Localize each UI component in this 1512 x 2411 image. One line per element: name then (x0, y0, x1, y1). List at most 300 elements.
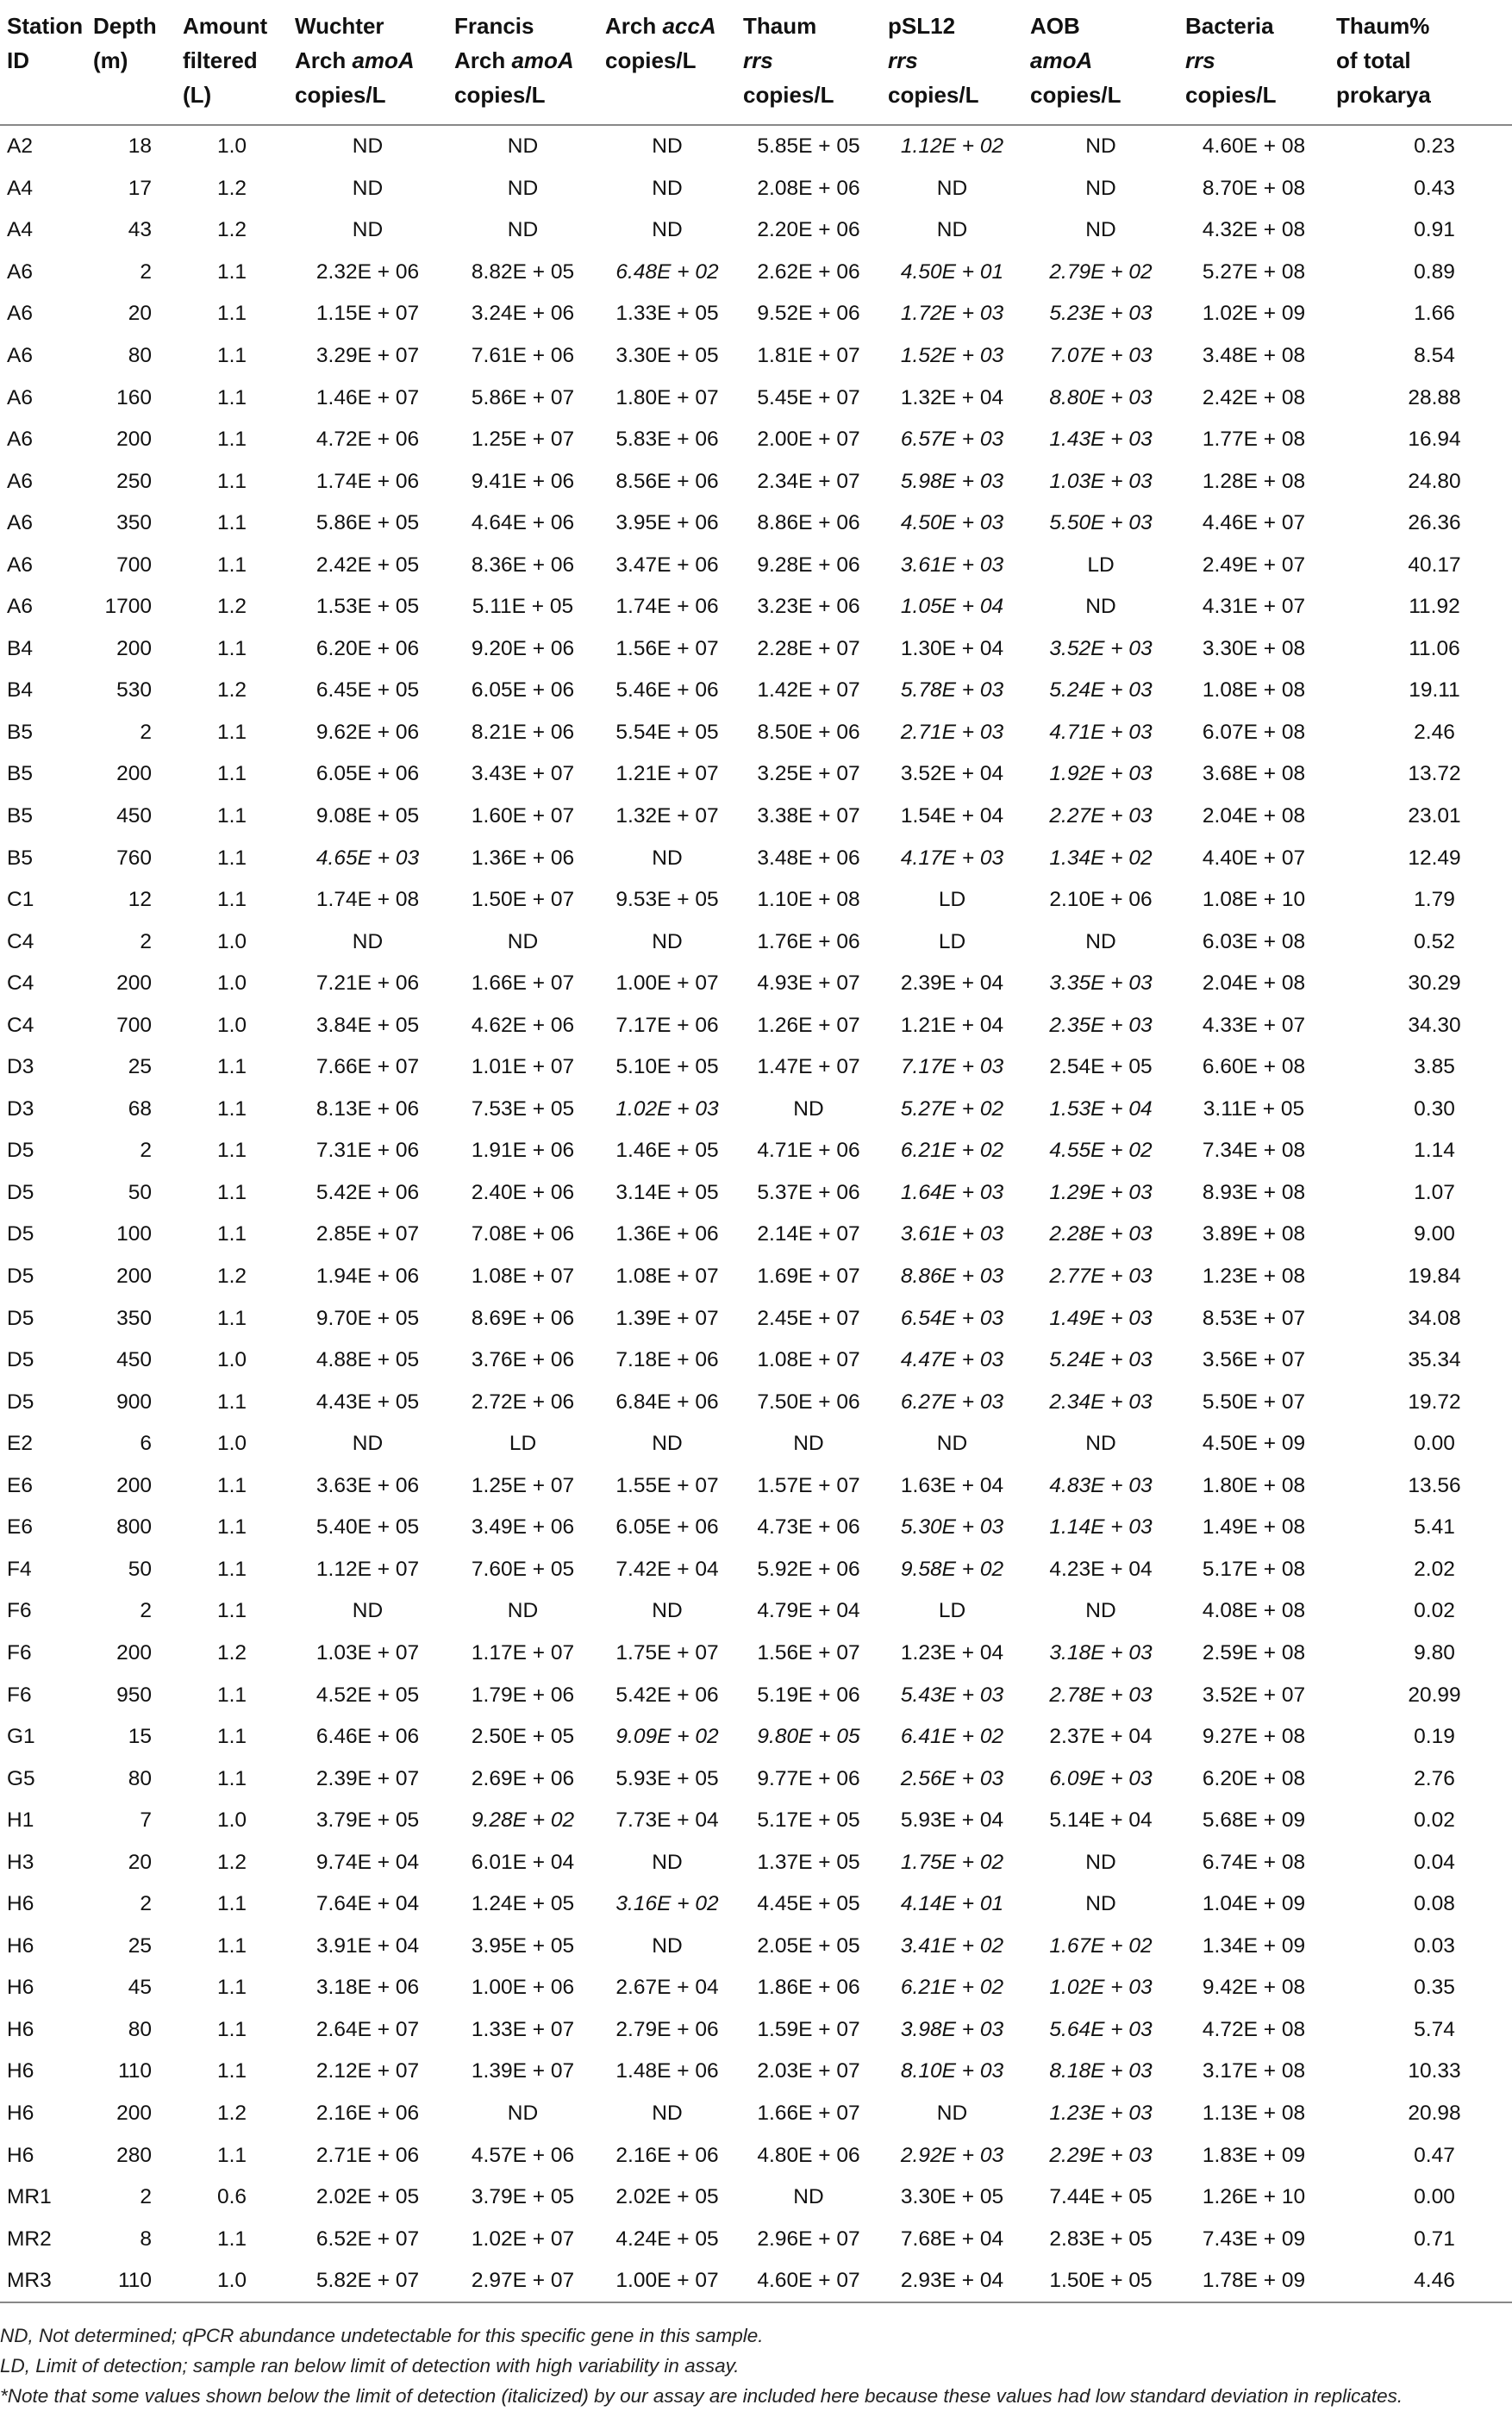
table-row (0, 1256, 1512, 1298)
cell-amount-filtered: 1.1 (216, 1222, 247, 1246)
cell-psl12-rrs: ND (936, 1432, 968, 1456)
cell-francis-amoa: 4.62E + 06 (471, 1013, 575, 1037)
cell-psl12-rrs: 5.98E + 03 (900, 469, 1004, 493)
cell-arch-acca: 7.73E + 04 (615, 1808, 719, 1833)
cell-bacteria-rrs: 2.42E + 08 (1202, 385, 1306, 409)
cell-psl12-rrs: 6.57E + 03 (900, 428, 1004, 452)
cell-station-id: D5 (7, 1390, 34, 1414)
cell-thaum-rrs: 2.03E + 07 (757, 2059, 860, 2083)
cell-thaum-percent: 0.02 (1414, 1599, 1455, 1623)
cell-arch-acca: 6.05E + 06 (615, 1515, 719, 1540)
cell-thaum-rrs: 2.34E + 07 (757, 469, 860, 493)
cell-psl12-rrs: ND (936, 2101, 968, 2125)
cell-station-id: A6 (7, 553, 33, 577)
cell-psl12-rrs: 5.78E + 03 (900, 678, 1004, 703)
cell-aob-amoa: 5.24E + 03 (1049, 1348, 1153, 1372)
cell-aob-amoa: 2.37E + 04 (1049, 1725, 1153, 1749)
cell-amount-filtered: 1.2 (216, 1850, 247, 1874)
cell-thaum-rrs: ND (793, 1096, 824, 1121)
cell-bacteria-rrs: 1.23E + 08 (1202, 1265, 1306, 1289)
cell-amount-filtered: 1.0 (216, 1808, 247, 1833)
cell-aob-amoa: 3.18E + 03 (1049, 1640, 1153, 1665)
cell-station-id: B5 (7, 846, 33, 870)
cell-psl12-rrs: 1.12E + 02 (900, 134, 1004, 159)
cell-thaum-rrs: 4.79E + 04 (757, 1599, 860, 1623)
cell-francis-amoa: ND (507, 134, 539, 159)
cell-station-id: A4 (7, 218, 33, 242)
cell-wuchter-amoa: 5.82E + 07 (288, 2260, 447, 2303)
cell-amount-filtered: 1.2 (216, 2101, 247, 2125)
cell-arch-acca: 5.46E + 06 (615, 678, 719, 703)
cell-amount-filtered: 1.1 (216, 1892, 247, 1916)
cell-psl12-rrs: 2.93E + 04 (881, 2260, 1023, 2303)
cell-aob-amoa: 5.24E + 03 (1049, 678, 1153, 703)
cell-depth: 200 (116, 636, 152, 660)
cell-station-id: H6 (7, 1976, 34, 2000)
cell-aob-amoa: 8.80E + 03 (1049, 385, 1153, 409)
cell-depth: 2 (140, 929, 152, 953)
table-row (0, 2218, 1512, 2260)
cell-thaum-percent: 9.00 (1414, 1222, 1455, 1246)
cell-psl12-rrs: 1.72E + 03 (900, 302, 1004, 326)
table-row (0, 1423, 1512, 1465)
cell-amount-filtered: 1.1 (216, 1390, 247, 1414)
cell-amount-filtered: 1.0 (216, 929, 247, 953)
cell-thaum-rrs: 4.71E + 06 (757, 1139, 860, 1163)
cell-thaum-percent: 0.08 (1414, 1892, 1455, 1916)
table-row (0, 1800, 1512, 1842)
cell-arch-acca: ND (652, 1432, 683, 1456)
cell-wuchter-amoa: 7.31E + 06 (316, 1139, 420, 1163)
cell-depth: 80 (128, 1766, 152, 1790)
cell-francis-amoa: 3.24E + 06 (471, 302, 575, 326)
cell-arch-acca: 5.10E + 05 (615, 1055, 719, 1079)
cell-thaum-rrs: 1.42E + 07 (757, 678, 860, 703)
cell-station-id: D5 (7, 1139, 34, 1163)
cell-aob-amoa: 1.67E + 02 (1049, 1933, 1153, 1958)
cell-station-id: H6 (7, 2101, 34, 2125)
footnote-nd: ND, Not determined; qPCR abundance undetectable for this specific gene in this sample. (0, 2325, 764, 2346)
cell-thaum-rrs: 8.86E + 06 (757, 511, 860, 535)
cell-psl12-rrs: 6.27E + 03 (900, 1390, 1004, 1414)
cell-arch-acca: 2.67E + 04 (615, 1976, 719, 2000)
cell-thaum-percent: 0.00 (1414, 2185, 1455, 2209)
header-station-id: Station ID (0, 0, 86, 125)
cell-arch-acca: 1.00E + 07 (615, 971, 719, 996)
cell-wuchter-amoa: 9.74E + 04 (316, 1850, 420, 1874)
header-thaum-percent: Thaum% of total prokarya (1329, 0, 1512, 125)
table-row (0, 1297, 1512, 1340)
cell-francis-amoa: 4.57E + 06 (471, 2143, 575, 2167)
cell-arch-acca: 6.48E + 02 (615, 259, 719, 284)
cell-amount-filtered: 1.1 (216, 804, 247, 828)
table-row (0, 460, 1512, 503)
cell-psl12-rrs: 1.05E + 04 (900, 595, 1004, 619)
cell-wuchter-amoa: 2.16E + 06 (316, 2101, 420, 2125)
cell-amount-filtered: 1.1 (216, 1055, 247, 1079)
cell-station-id: D5 (7, 1265, 34, 1289)
cell-psl12-rrs: 7.17E + 03 (900, 1055, 1004, 1079)
cell-depth: 110 (86, 2260, 176, 2303)
cell-amount-filtered: 1.1 (216, 1766, 247, 1790)
cell-thaum-percent: 23.01 (1408, 804, 1461, 828)
cell-station-id: B4 (7, 678, 33, 703)
cell-bacteria-rrs: 8.93E + 08 (1202, 1180, 1306, 1204)
cell-wuchter-amoa: 3.79E + 05 (316, 1808, 420, 1833)
cell-wuchter-amoa: 9.62E + 06 (316, 720, 420, 744)
cell-wuchter-amoa: 1.03E + 07 (316, 1640, 420, 1665)
cell-psl12-rrs: 4.50E + 01 (900, 259, 1004, 284)
cell-station-id: H6 (7, 2017, 34, 2041)
cell-thaum-rrs: 1.56E + 07 (757, 1640, 860, 1665)
cell-thaum-percent: 1.79 (1414, 888, 1455, 912)
cell-francis-amoa: ND (507, 929, 539, 953)
cell-thaum-percent: 26.36 (1408, 511, 1461, 535)
cell-aob-amoa: 8.18E + 03 (1049, 2059, 1153, 2083)
cell-amount-filtered: 1.1 (216, 2017, 247, 2041)
cell-station-id: A6 (7, 595, 33, 619)
cell-thaum-rrs: 1.86E + 06 (757, 1976, 860, 2000)
cell-francis-amoa: 7.08E + 06 (471, 1222, 575, 1246)
cell-aob-amoa: 2.29E + 03 (1049, 2143, 1153, 2167)
cell-wuchter-amoa: 2.64E + 07 (316, 2017, 420, 2041)
cell-thaum-rrs: 4.60E + 07 (736, 2260, 881, 2303)
cell-wuchter-amoa: 2.12E + 07 (316, 2059, 420, 2083)
cell-wuchter-amoa: 5.42E + 06 (316, 1180, 420, 1204)
cell-bacteria-rrs: 1.49E + 08 (1202, 1515, 1306, 1540)
cell-arch-acca: 1.75E + 07 (615, 1640, 719, 1665)
table-body (0, 125, 1512, 2302)
cell-wuchter-amoa: 3.29E + 07 (316, 344, 420, 367)
cell-depth: 25 (128, 1933, 152, 1958)
cell-thaum-rrs: 7.50E + 06 (757, 1390, 860, 1414)
table-row (0, 1507, 1512, 1549)
cell-aob-amoa: 2.27E + 03 (1049, 804, 1153, 828)
cell-thaum-rrs: 1.08E + 07 (757, 1348, 860, 1372)
cell-thaum-rrs: 9.77E + 06 (757, 1766, 860, 1790)
cell-depth: 280 (116, 2143, 152, 2167)
cell-thaum-percent: 10.33 (1408, 2059, 1461, 2083)
cell-francis-amoa: 1.36E + 06 (471, 846, 575, 870)
cell-aob-amoa: 2.34E + 03 (1049, 1390, 1153, 1414)
cell-bacteria-rrs: 5.27E + 08 (1202, 259, 1306, 284)
cell-bacteria-rrs: 1.78E + 09 (1178, 2260, 1329, 2303)
cell-depth: 18 (128, 134, 152, 159)
cell-psl12-rrs: 3.30E + 05 (900, 2185, 1004, 2209)
cell-psl12-rrs: LD (938, 929, 966, 953)
cell-amount-filtered: 1.1 (216, 428, 247, 452)
cell-bacteria-rrs: 5.50E + 07 (1202, 1390, 1306, 1414)
cell-aob-amoa: 1.92E + 03 (1049, 762, 1153, 786)
cell-wuchter-amoa: 4.43E + 05 (316, 1390, 420, 1414)
cell-francis-amoa: 7.53E + 05 (471, 1096, 575, 1121)
cell-station-id: A6 (7, 385, 33, 409)
table-row (0, 1004, 1512, 1046)
cell-francis-amoa: 1.17E + 07 (471, 1640, 575, 1665)
cell-amount-filtered: 1.1 (216, 553, 247, 577)
cell-amount-filtered: 1.1 (216, 1933, 247, 1958)
table-row (0, 1590, 1512, 1633)
cell-thaum-percent: 0.02 (1414, 1808, 1455, 1833)
cell-aob-amoa: ND (1085, 1850, 1116, 1874)
cell-depth: 700 (116, 553, 152, 577)
cell-arch-acca: 2.16E + 06 (615, 2143, 719, 2167)
footnote-italic: *Note that some values shown below the limit of detection (italicized) by our assay are included here because these values had low standard deviation in replicates. (0, 2385, 1403, 2407)
cell-station-id: MR3 (0, 2260, 86, 2303)
cell-psl12-rrs: 1.30E + 04 (900, 636, 1004, 660)
cell-thaum-percent: 1.66 (1414, 302, 1455, 326)
cell-depth: 80 (128, 2017, 152, 2041)
cell-depth: 530 (116, 678, 152, 703)
cell-depth: 900 (116, 1390, 152, 1414)
cell-thaum-percent: 20.99 (1408, 1683, 1461, 1707)
cell-thaum-percent: 1.14 (1414, 1139, 1455, 1163)
cell-wuchter-amoa: ND (352, 1599, 384, 1623)
cell-thaum-rrs: 1.59E + 07 (757, 2017, 860, 2041)
cell-thaum-rrs: 2.96E + 07 (757, 2227, 860, 2251)
cell-wuchter-amoa: 2.71E + 06 (316, 2143, 420, 2167)
cell-station-id: A6 (7, 344, 33, 367)
cell-aob-amoa: 4.55E + 02 (1049, 1139, 1153, 1163)
cell-aob-amoa: 1.03E + 03 (1049, 469, 1153, 493)
cell-francis-amoa: 3.79E + 05 (471, 2185, 575, 2209)
cell-station-id: A6 (7, 259, 33, 284)
cell-arch-acca: 1.02E + 03 (615, 1096, 719, 1121)
header-psl12-rrs: pSL12 rrs copies/L (881, 0, 1023, 125)
cell-amount-filtered: 1.1 (216, 2143, 247, 2167)
cell-station-id: C4 (7, 929, 34, 953)
cell-thaum-percent: 19.84 (1408, 1265, 1461, 1289)
cell-arch-acca: 1.08E + 07 (615, 1265, 719, 1289)
cell-depth: 200 (116, 2101, 152, 2125)
cell-arch-acca: ND (652, 1933, 683, 1958)
cell-thaum-percent: 0.47 (1414, 2143, 1455, 2167)
table-row (0, 628, 1512, 671)
cell-thaum-percent: 2.46 (1414, 720, 1455, 744)
cell-arch-acca: 1.80E + 07 (615, 385, 719, 409)
cell-bacteria-rrs: 6.60E + 08 (1202, 1055, 1306, 1079)
cell-aob-amoa: 7.44E + 05 (1049, 2185, 1153, 2209)
cell-thaum-rrs: 1.66E + 07 (757, 2101, 860, 2125)
cell-thaum-percent: 0.04 (1414, 1850, 1455, 1874)
cell-amount-filtered: 1.2 (216, 218, 247, 242)
cell-depth: 68 (128, 1096, 152, 1121)
cell-thaum-rrs: 2.08E + 06 (757, 176, 860, 200)
cell-arch-acca: 9.09E + 02 (615, 1725, 719, 1749)
cell-francis-amoa: ND (507, 2101, 539, 2125)
cell-aob-amoa: ND (1085, 1892, 1116, 1916)
cell-wuchter-amoa: 9.08E + 05 (316, 804, 420, 828)
cell-aob-amoa: 3.52E + 03 (1049, 636, 1153, 660)
cell-bacteria-rrs: 2.04E + 08 (1202, 804, 1306, 828)
cell-aob-amoa: 4.83E + 03 (1049, 1473, 1153, 1497)
cell-station-id: MR1 (7, 2185, 52, 2209)
cell-francis-amoa: 1.91E + 06 (471, 1139, 575, 1163)
cell-station-id: D3 (7, 1096, 34, 1121)
cell-depth: 200 (116, 1640, 152, 1665)
cell-bacteria-rrs: 4.08E + 08 (1202, 1599, 1306, 1623)
cell-wuchter-amoa: 3.18E + 06 (316, 1976, 420, 2000)
table-row (0, 1381, 1512, 1423)
cell-arch-acca: 1.33E + 05 (615, 302, 719, 326)
cell-wuchter-amoa: 4.88E + 05 (316, 1348, 420, 1372)
cell-francis-amoa: 1.50E + 07 (471, 888, 575, 912)
cell-bacteria-rrs: 6.07E + 08 (1202, 720, 1306, 744)
cell-bacteria-rrs: 8.53E + 07 (1202, 1306, 1306, 1330)
cell-francis-amoa: 2.40E + 06 (471, 1180, 575, 1204)
cell-bacteria-rrs: 4.33E + 07 (1202, 1013, 1306, 1037)
cell-station-id: H6 (7, 1933, 34, 1958)
cell-bacteria-rrs: 3.48E + 08 (1202, 344, 1306, 367)
cell-francis-amoa: ND (507, 176, 539, 200)
cell-psl12-rrs: 9.58E + 02 (900, 1557, 1004, 1581)
cell-thaum-percent: 13.72 (1408, 762, 1461, 786)
table-row (0, 837, 1512, 879)
cell-aob-amoa: 1.43E + 03 (1049, 428, 1153, 452)
cell-station-id: H1 (7, 1808, 34, 1833)
cell-francis-amoa: 3.76E + 06 (471, 1348, 575, 1372)
cell-station-id: H6 (7, 1892, 34, 1916)
cell-depth: 1700 (104, 595, 152, 619)
cell-aob-amoa: ND (1085, 218, 1116, 242)
cell-depth: 6 (140, 1432, 152, 1456)
cell-psl12-rrs: 4.17E + 03 (900, 846, 1004, 870)
cell-bacteria-rrs: 1.26E + 10 (1202, 2185, 1306, 2209)
cell-thaum-percent: 0.30 (1414, 1096, 1455, 1121)
cell-bacteria-rrs: 4.72E + 08 (1202, 2017, 1306, 2041)
cell-aob-amoa: 3.35E + 03 (1049, 971, 1153, 996)
cell-thaum-rrs: 9.80E + 05 (757, 1725, 860, 1749)
table-row (0, 1926, 1512, 1968)
cell-aob-amoa: ND (1085, 1599, 1116, 1623)
cell-amount-filtered: 1.1 (216, 888, 247, 912)
cell-depth: 2 (140, 1892, 152, 1916)
cell-wuchter-amoa: 9.70E + 05 (316, 1306, 420, 1330)
cell-francis-amoa: 8.69E + 06 (471, 1306, 575, 1330)
cell-wuchter-amoa: ND (352, 1432, 384, 1456)
cell-aob-amoa: 2.83E + 05 (1049, 2227, 1153, 2251)
cell-arch-acca: 3.47E + 06 (615, 553, 719, 577)
cell-station-id: C4 (7, 971, 34, 996)
cell-depth: 200 (116, 1473, 152, 1497)
cell-bacteria-rrs: 3.52E + 07 (1202, 1683, 1306, 1707)
table-row (0, 1046, 1512, 1089)
cell-amount-filtered: 1.2 (216, 1640, 247, 1665)
table-row (0, 377, 1512, 419)
cell-amount-filtered: 1.2 (216, 595, 247, 619)
cell-depth: 15 (128, 1725, 152, 1749)
cell-aob-amoa: 1.23E + 03 (1049, 2101, 1153, 2125)
cell-amount-filtered: 1.1 (216, 2059, 247, 2083)
cell-wuchter-amoa: 1.74E + 08 (316, 888, 420, 912)
cell-thaum-rrs: ND (793, 2185, 824, 2209)
cell-thaum-percent: 34.30 (1408, 1013, 1461, 1037)
cell-aob-amoa: 2.79E + 02 (1049, 259, 1153, 284)
table-row (0, 1674, 1512, 1716)
cell-station-id: F6 (7, 1683, 32, 1707)
cell-thaum-percent: 5.41 (1414, 1515, 1455, 1540)
cell-wuchter-amoa: 1.94E + 06 (316, 1265, 420, 1289)
cell-thaum-percent: 0.71 (1414, 2227, 1455, 2251)
cell-bacteria-rrs: 1.08E + 10 (1202, 888, 1306, 912)
cell-psl12-rrs: 4.47E + 03 (900, 1348, 1004, 1372)
cell-station-id: MR2 (7, 2227, 52, 2251)
cell-wuchter-amoa: 2.02E + 05 (316, 2185, 420, 2209)
cell-wuchter-amoa: 2.39E + 07 (316, 1766, 420, 1790)
cell-wuchter-amoa: ND (352, 134, 384, 159)
cell-psl12-rrs: LD (938, 888, 966, 912)
cell-psl12-rrs: 1.75E + 02 (900, 1850, 1004, 1874)
cell-arch-acca: 3.14E + 05 (615, 1180, 719, 1204)
cell-arch-acca: 1.74E + 06 (615, 595, 719, 619)
cell-station-id: E6 (7, 1473, 33, 1497)
cell-thaum-rrs: 4.45E + 05 (757, 1892, 860, 1916)
cell-thaum-rrs: 5.85E + 05 (757, 134, 860, 159)
cell-amount-filtered: 1.1 (216, 1306, 247, 1330)
cell-depth: 450 (116, 1348, 152, 1372)
cell-francis-amoa: 1.25E + 07 (471, 1473, 575, 1497)
cell-station-id: A6 (7, 302, 33, 326)
cell-bacteria-rrs: 4.46E + 07 (1202, 511, 1306, 535)
cell-amount-filtered: 1.1 (216, 762, 247, 786)
cell-wuchter-amoa: ND (352, 929, 384, 953)
table-row (0, 879, 1512, 921)
cell-aob-amoa: ND (1085, 176, 1116, 200)
cell-amount-filtered: 1.1 (216, 1515, 247, 1540)
cell-psl12-rrs: ND (936, 176, 968, 200)
cell-thaum-percent: 0.19 (1414, 1725, 1455, 1749)
cell-thaum-percent: 12.49 (1408, 846, 1461, 870)
cell-depth: 110 (117, 2059, 152, 2083)
cell-psl12-rrs: 2.71E + 03 (900, 720, 1004, 744)
cell-arch-acca: 5.42E + 06 (615, 1683, 719, 1707)
cell-psl12-rrs: 3.61E + 03 (900, 1222, 1004, 1246)
cell-francis-amoa: 4.64E + 06 (471, 511, 575, 535)
cell-thaum-rrs: 2.00E + 07 (757, 428, 860, 452)
cell-depth: 43 (128, 218, 152, 242)
cell-francis-amoa: 9.28E + 02 (471, 1808, 575, 1833)
cell-amount-filtered: 1.1 (216, 636, 247, 660)
cell-wuchter-amoa: 5.86E + 05 (316, 511, 420, 535)
cell-wuchter-amoa: 6.46E + 06 (316, 1725, 420, 1749)
cell-thaum-percent: 2.76 (1414, 1766, 1455, 1790)
cell-station-id: E2 (7, 1432, 33, 1456)
cell-wuchter-amoa: 8.13E + 06 (316, 1096, 420, 1121)
cell-arch-acca: 1.00E + 07 (598, 2260, 736, 2303)
cell-depth: 7 (140, 1808, 152, 1833)
cell-arch-acca: 3.30E + 05 (615, 344, 719, 367)
cell-depth: 20 (128, 302, 152, 326)
cell-psl12-rrs: 2.92E + 03 (900, 2143, 1004, 2167)
cell-aob-amoa: 2.78E + 03 (1049, 1683, 1153, 1707)
cell-bacteria-rrs: 7.43E + 09 (1202, 2227, 1306, 2251)
cell-thaum-rrs: 9.52E + 06 (757, 302, 860, 326)
cell-amount-filtered: 1.1 (216, 720, 247, 744)
cell-francis-amoa: 1.60E + 07 (471, 804, 575, 828)
cell-psl12-rrs: 4.14E + 01 (900, 1892, 1004, 1916)
cell-francis-amoa: 8.82E + 05 (471, 259, 575, 284)
cell-thaum-rrs: 8.50E + 06 (757, 720, 860, 744)
cell-amount-filtered: 1.1 (216, 385, 247, 409)
cell-depth: 2 (140, 259, 152, 284)
cell-aob-amoa: 2.10E + 06 (1049, 888, 1153, 912)
cell-francis-amoa: 1.24E + 05 (471, 1892, 575, 1916)
cell-bacteria-rrs: 9.27E + 08 (1202, 1725, 1306, 1749)
cell-thaum-percent: 8.54 (1414, 344, 1455, 367)
cell-bacteria-rrs: 4.31E + 07 (1202, 595, 1306, 619)
cell-station-id: D3 (7, 1055, 34, 1079)
cell-wuchter-amoa: 3.63E + 06 (316, 1473, 420, 1497)
